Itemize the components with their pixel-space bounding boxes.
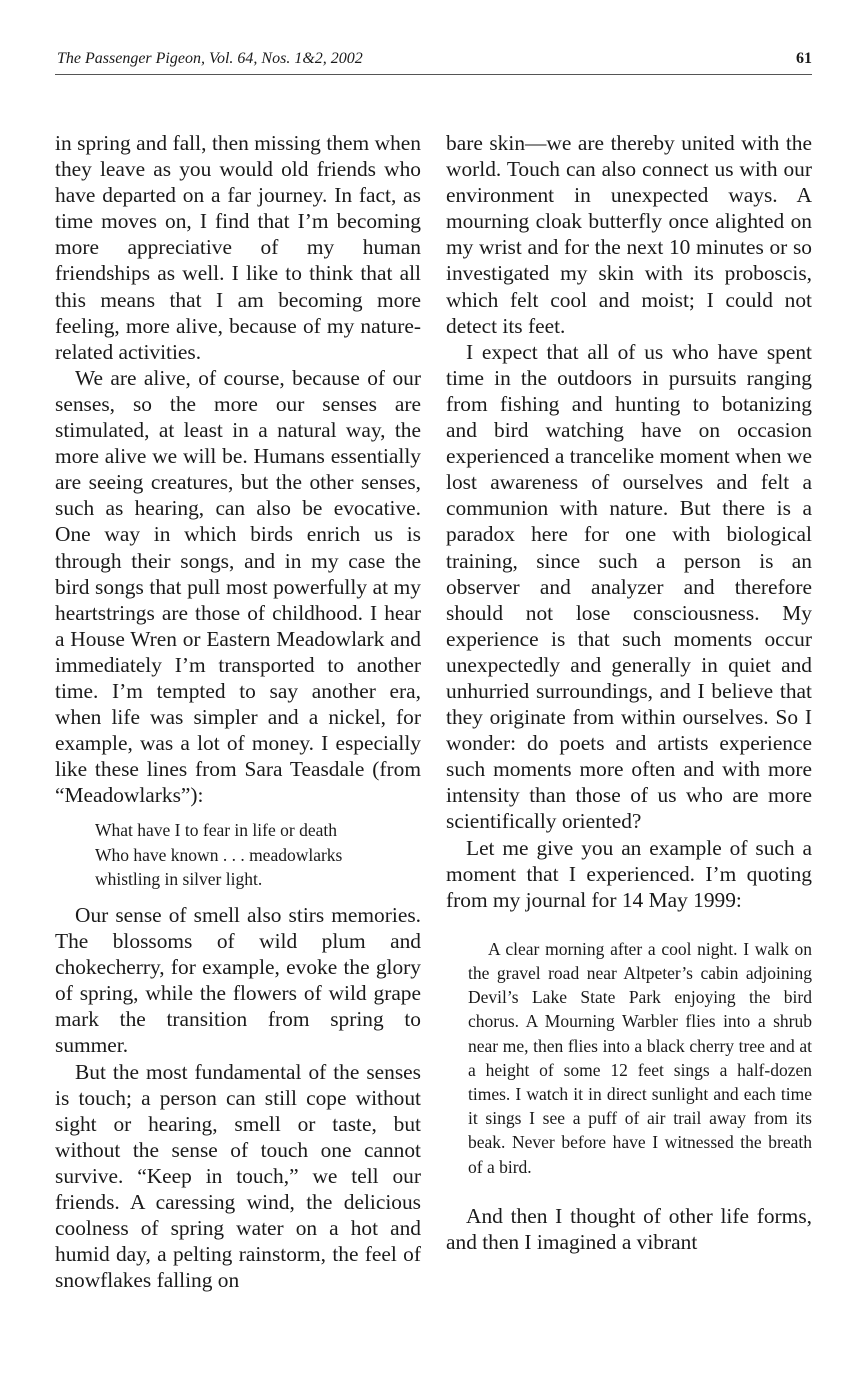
left-column	[55, 130, 421, 1293]
paragraph: Our sense of smell also stirs memories. The blossoms of wild plum and chokecherry, for example, evoke the glory of spring, while the flowers of wild grape mark the transition from spring to summer.	[55, 902, 421, 1058]
journal-citation: The Passenger Pigeon, Vol. 64, Nos. 1&2, 2002	[57, 50, 363, 67]
poem-line: What have I to fear in life or death	[95, 820, 337, 841]
paragraph: And then I thought of other life forms, and then I imagined a vibrant	[446, 1203, 812, 1254]
poem-line: Who have known . . . meadowlarks	[95, 844, 343, 865]
paragraph: But the most fundamental of the senses is touch; a person can still cope without sight or hearing, smell or taste, but without the sense of touch one cannot survive. “Keep in touch,” we tell our friends. A caressing wind, the delicious coolness of spring water on a hot and humid day, a pelting rainstorm, the feel of snowflakes falling on	[55, 1059, 421, 1293]
paragraph: I expect that all of us who have spent time in the outdoors in pursuits ranging from fishing and hunting to botanizing and bird watching have on occasion experienced a trancelike moment when we lost awareness of ourselves and felt a communion with nature. But there is a paradox here for one with biological training, since such a person is an observer and analyzer and therefore should not lose consciousness. My experience is that such moments occur unexpectedly and generally in quiet and unhurried surroundings, and I believe that they originate from within ourselves. So I wonder: do poets and artists experience such moments more often and with more intensity than those of us who are more scientifically oriented?	[446, 339, 812, 834]
paragraph: in spring and fall, then missing them when they leave as you would old friends who have departed on a far journey. In fact, as time moves on, I find that I’m becoming more appreciative of my human friendships as well. I like to think that all this means that I am becoming more feeling, more alive, because of my nature-related activities.	[55, 131, 421, 364]
paragraph: Let me give you an example of such a moment that I experienced. I’m quoting from my journal for 14 May 1999:	[446, 835, 812, 912]
page-number: 61	[796, 50, 812, 67]
poem-quote	[95, 818, 421, 892]
poem-line: whistling in silver light.	[95, 869, 263, 890]
journal-entry-quote: A clear morning after a cool night. I walk on the gravel road near Altpeter’s cabin adjoining Devil’s Lake State Park enjoying the bird chorus. A Mourning Warbler flies into a shrub near me, then flies into a black cherry tree and at a height of some 12 feet sings a half-dozen times. I watch it in direct sunlight and each time it sings I see a puff of air trail away from its beak. Never before have I witnessed the breath of a bird.	[468, 938, 812, 1177]
running-header	[55, 48, 812, 75]
paragraph: bare skin—we are thereby united with the world. Touch can also connect us with our environment in unexpected ways. A mourning cloak butterfly once alighted on my wrist and for the next 10 minutes or so investigated my skin with its proboscis, which felt cool and moist; I could not detect its feet.	[446, 131, 812, 338]
right-column	[446, 130, 812, 1255]
paragraph: We are alive, of course, because of our senses, so the more our senses are stimulated, at least in a natural way, the more alive we will be. Humans essentially are seeing creatures, but the other senses, such as hearing, can also be evocative. One way in which birds enrich us is through their songs, and in my case the bird songs that pull most powerfully at my heartstrings are those of childhood. I hear a House Wren or Eastern Meadowlark and immediately I’m transported to another time. I’m tempted to say another era, when life was simpler and a nickel, for example, was a lot of money. I especially like these lines from Sara Teasdale (from “Meadowlarks”):	[55, 365, 421, 808]
